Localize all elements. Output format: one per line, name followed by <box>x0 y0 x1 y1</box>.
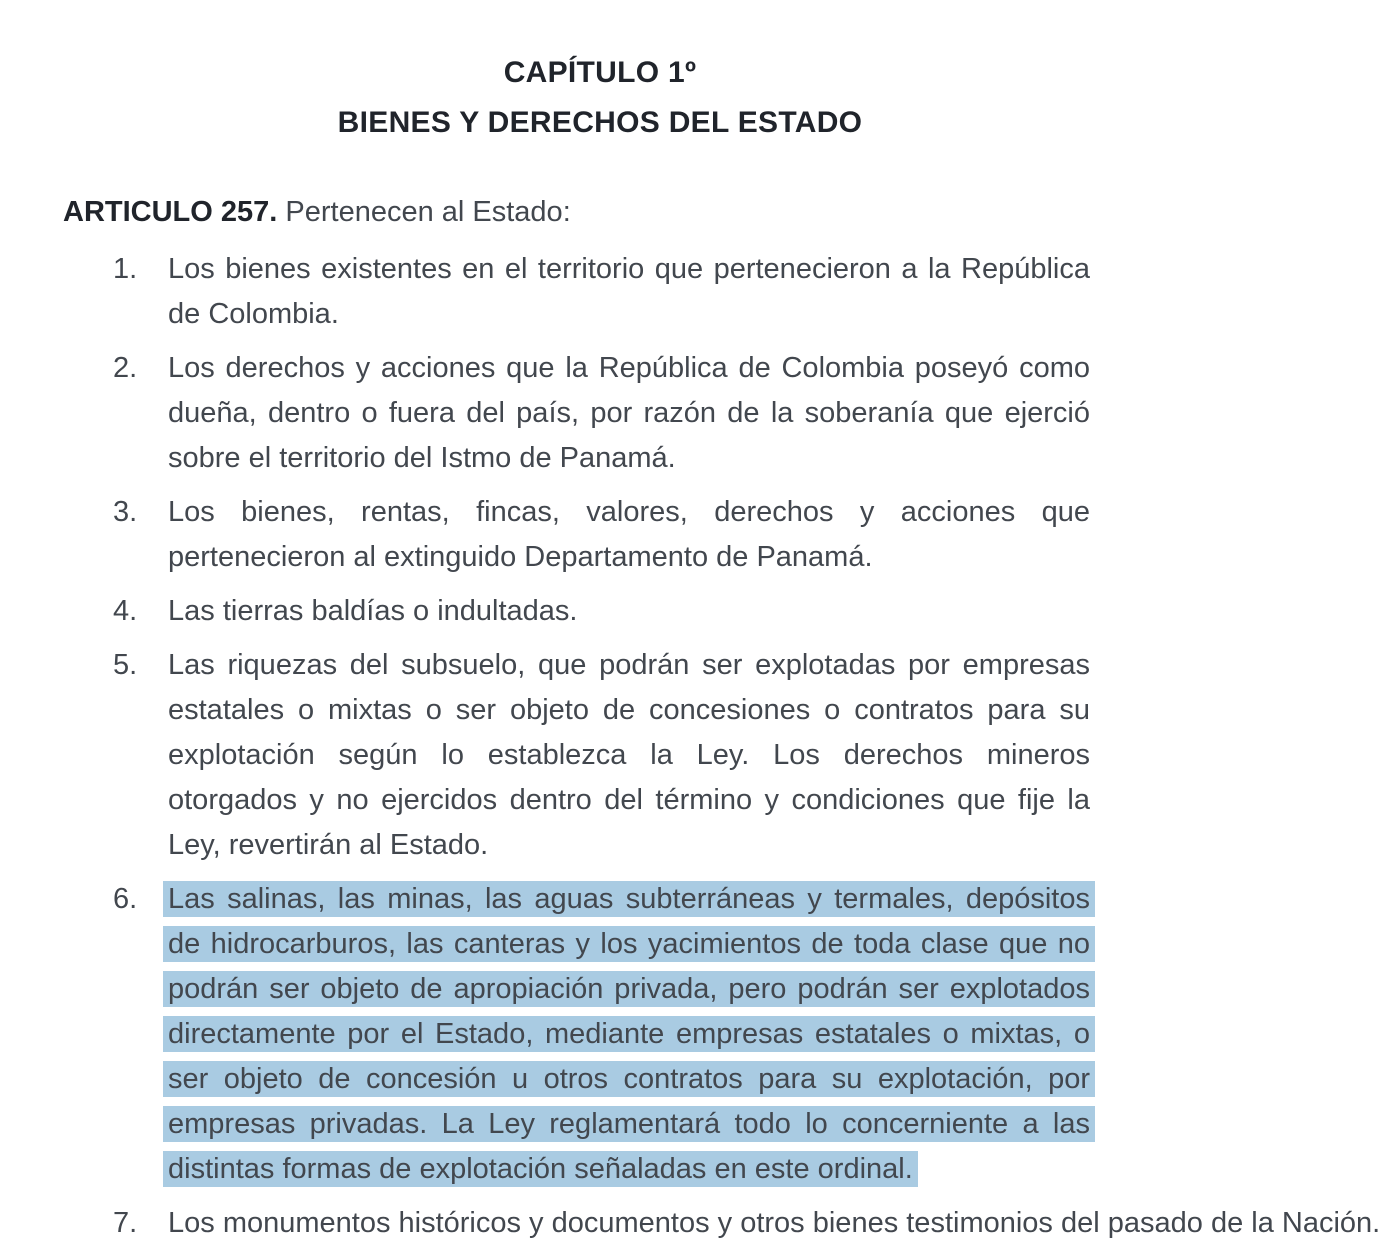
chapter-title: CAPÍTULO 1º <box>503 56 697 89</box>
article-item-list <box>63 247 1380 1246</box>
item-text: Los derechos y acciones que la República de Colombia poseyó como dueña, dentro o fuera del país, por razón de la soberanía que ejerció sobre el territorio del Istmo de Panamá. <box>168 352 1090 474</box>
article-intro-text: Pertenecen al Estado: <box>285 196 571 228</box>
item-number: 1. <box>113 253 138 285</box>
list-item <box>113 589 1090 634</box>
list-item <box>113 490 1090 580</box>
article-number-label: ARTICULO 257. <box>63 196 278 228</box>
item-text: Los bienes, rentas, fincas, valores, derechos y acciones que pertenecieron al extinguido Departamento de Panamá. <box>168 496 1090 573</box>
item-text: Las riquezas del subsuelo, que podrán ser explotadas por empresas estatales o mixtas o ser objeto de concesiones o contratos para su explotación según lo establezca la Ley. Los derechos mineros otorgados y no ejercidos dentro del término y condiciones que fije la Ley, revertirán al Estado. <box>168 649 1090 861</box>
list-item <box>113 877 1090 1192</box>
item-text: Los bienes existentes en el territorio que pertenecieron a la República de Colombia. <box>168 253 1090 330</box>
article-heading-line <box>63 190 1090 235</box>
chapter-subtitle: BIENES Y DERECHOS DEL ESTADO <box>337 106 863 139</box>
item-number: 5. <box>113 649 138 681</box>
item-number: 6. <box>113 883 138 915</box>
selection-highlight[interactable]: Las salinas, las minas, las aguas subterráneas y termales, depósitos de hidrocarburos, las canteras y los yacimientos de toda clase que no podrán ser objeto de apropiación privada, pero podrán ser explotados directamente por el Estado, mediante empresas estatales o mixtas, o ser objeto de concesión u otros contratos para su explotación, por empresas privadas. La Ley reglamentará todo lo concerniente a las distintas formas de explotación señaladas en este ordinal. <box>163 881 1095 1187</box>
list-item <box>113 247 1090 337</box>
item-number: 7. <box>113 1207 138 1239</box>
list-item <box>113 643 1090 868</box>
item-text <box>168 877 1090 1192</box>
item-number: 4. <box>113 595 138 627</box>
item-number: 3. <box>113 496 138 528</box>
list-item <box>113 346 1090 481</box>
item-number: 2. <box>113 352 138 384</box>
article-body <box>0 190 1380 1246</box>
item-text: Las tierras baldías o indultadas. <box>168 595 578 627</box>
item-text: Los monumentos históricos y documentos y otros bienes testimonios del pasado de la Nación. <box>168 1207 1380 1239</box>
chapter-heading-block <box>0 0 1200 146</box>
list-item <box>113 1201 1380 1246</box>
